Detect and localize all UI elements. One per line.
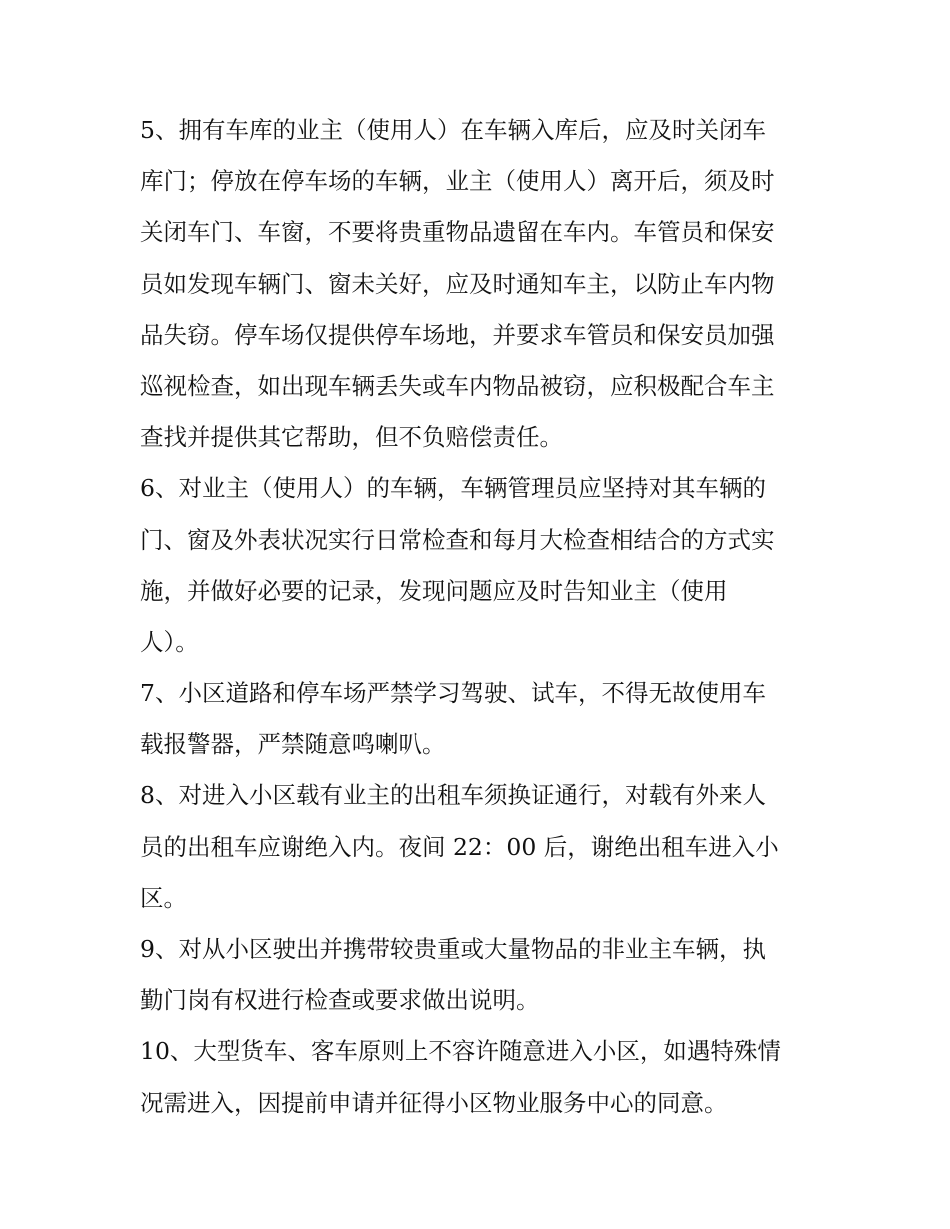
text-line: 关闭车门、车窗，不要将贵重物品遗留在车内。车管员和保安 (140, 218, 775, 247)
paragraph-item-5 (140, 105, 820, 463)
text-line: 载报警器，严禁随意鸣喇叭。 (140, 730, 446, 759)
text-line: 施，并做好必要的记录，发现问题应及时告知业主（使用 (140, 576, 728, 605)
text-line: 巡视检查，如出现车辆丢失或车内物品被窃，应积极配合车主 (140, 371, 775, 400)
paragraph-item-7 (140, 668, 820, 770)
text-line: 库门；停放在停车场的车辆，业主（使用人）离开后，须及时 (140, 167, 775, 196)
text-line: 员的出租车应谢绝入内。夜间 22：00 后，谢绝出租车进入小 (140, 832, 779, 861)
paragraph-item-9 (140, 924, 820, 1026)
text-line: 人）。 (140, 627, 199, 656)
paragraph-item-10 (140, 1026, 820, 1128)
text-line: 10、大型货车、客车原则上不容许随意进入小区，如遇特殊情 (140, 1037, 781, 1066)
text-line: 品失窃。停车场仅提供停车场地，并要求车管员和保安员加强 (140, 320, 775, 349)
text-line: 员如发现车辆门、窗未关好，应及时通知车主，以防止车内物 (140, 269, 775, 298)
text-line: 7、小区道路和停车场严禁学习驾驶、试车，不得无故使用车 (140, 679, 766, 708)
text-line: 5、拥有车库的业主（使用人）在车辆入库后，应及时关闭车 (140, 116, 766, 144)
text-line: 门、窗及外表状况实行日常检查和每月大检查相结合的方式实 (140, 525, 775, 554)
text-line: 勤门岗有权进行检查或要求做出说明。 (140, 986, 540, 1015)
text-line: 区。 (140, 883, 187, 912)
text-line: 8、对进入小区载有业主的出租车须换证通行，对载有外来人 (140, 781, 766, 810)
text-line: 6、对业主（使用人）的车辆，车辆管理员应坚持对其车辆的 (140, 474, 766, 503)
paragraph-item-6 (140, 463, 820, 668)
document-body (140, 105, 820, 1129)
text-line: 查找并提供其它帮助，但不负赔偿责任。 (140, 423, 563, 452)
paragraph-item-8 (140, 770, 820, 924)
text-line: 9、对从小区驶出并携带较贵重或大量物品的非业主车辆，执 (140, 935, 766, 963)
text-line: 况需进入，因提前申请并征得小区物业服务中心的同意。 (140, 1088, 728, 1117)
